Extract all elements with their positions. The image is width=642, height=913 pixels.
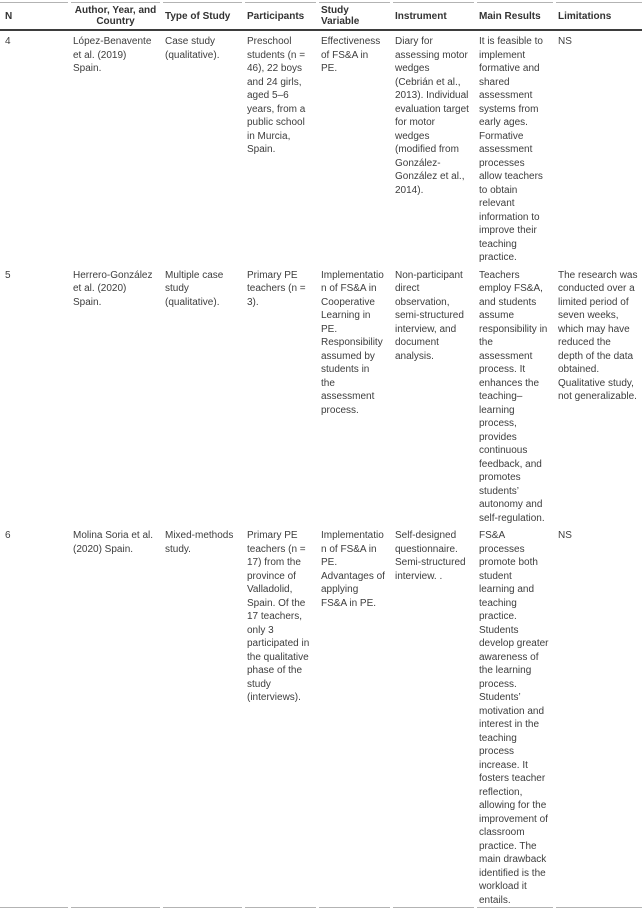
table-bottom-rule-segment <box>319 907 390 913</box>
cell-study6-study-variable: Implementation of FS&A in PE. Advantages of applying FS&A in PE. <box>321 530 385 609</box>
cell-study6-participants: Primary PE teachers (n = 17) from the province of Valladolid, Spain. Of the 17 teachers, only 3 participated in the qualitative phase of the study (interviews). <box>247 530 310 703</box>
table-bottom-rule-segment <box>245 907 316 913</box>
cell-study5-author: Herrero-González et al. (2020) Spain. <box>73 269 153 308</box>
cell-study4-type-of-study: Case study (qualitative). <box>165 36 220 61</box>
col-header-study-variable: Study Variable <box>319 2 390 29</box>
table-bottom-rule-segment <box>71 907 160 913</box>
col-header-participants: Participants <box>245 2 316 29</box>
table-bottom-rule-segment <box>556 907 642 913</box>
studies-review-table <box>0 2 642 913</box>
cell-study5-type-of-study: Multiple case study (qualitative). <box>165 269 224 308</box>
col-header-type-of-study: Type of Study <box>163 2 242 29</box>
cell-study5-instrument: Non-participant direct observation, semi-structured interview, and document analysis. <box>395 269 464 362</box>
cell-study4-main-results: It is feasible to implement formative and shared assessment systems from early ages. Formative assessment processes allow teachers to obtain relevant information to improve their teaching practice. <box>479 36 543 263</box>
cell-study6-author: Molina Soria et al. (2020) Spain. <box>73 530 154 555</box>
cell-study5-study-variable: Implementation of FS&A in Cooperative Learning in PE. Responsibility assumed by students in the assessment process. <box>321 269 384 416</box>
table-bottom-rule-segment <box>0 907 68 913</box>
table-bottom-rule-segment <box>163 907 242 913</box>
cell-study4-study-variable: Effectiveness of FS&A in PE. <box>321 36 381 74</box>
cell-study6-type-of-study: Mixed-methods study. <box>165 530 234 555</box>
cell-study6-main-results: FS&A processes promote both student learning and teaching practice. Students develop greater awareness of the learning process. Students’ motivation and interest in the teaching process increase. It fosters teacher reflection, allowing for the improvement of classroom practice. The main drawback identified is the workload it entails. <box>479 530 549 906</box>
cell-study5-participants: Primary PE teachers (n = 3). <box>247 269 306 308</box>
table-bottom-rule-segment <box>393 907 474 913</box>
cell-study5-main-results: Teachers employ FS&A, and students assume responsibility in the assessment process. It enhances the teaching–learning process, provides continuous feedback, and promotes students’ autonomy and self-regulation. <box>479 269 548 524</box>
cell-study6-limitations: NS <box>558 530 572 541</box>
cell-study4-participants: Preschool students (n = 46), 22 boys and 24 girls, aged 5–6 years, from a public school in Murcia, Spain. <box>247 36 306 155</box>
cell-study6-instrument: Self-designed questionnaire. Semi-structured interview. . <box>395 530 466 582</box>
cell-study4-instrument: Diary for assessing motor wedges (Cebrián et al., 2013). Individual evaluation target for motor wedges (modified from González-González et al., 2014). <box>395 36 469 196</box>
col-header-author: Author, Year, and Country <box>71 2 160 29</box>
col-header-limitations: Limitations <box>556 2 642 29</box>
col-header-n: N <box>0 2 68 29</box>
cell-study6-n: 6 <box>5 530 11 541</box>
col-header-main-results: Main Results <box>477 2 553 29</box>
cell-study4-limitations: NS <box>558 36 572 47</box>
cell-study5-limitations: The research was conducted over a limited period of seven weeks, which may have reduced the depth of the data obtained. Qualitative study, not generalizable. <box>558 269 638 402</box>
cell-study4-author: López-Benavente et al. (2019) Spain. <box>73 36 152 74</box>
cell-study4-n: 4 <box>5 36 11 47</box>
col-header-instrument: Instrument <box>393 2 474 29</box>
cell-study5-n: 5 <box>5 269 11 281</box>
table-bottom-rule-segment <box>477 907 553 913</box>
